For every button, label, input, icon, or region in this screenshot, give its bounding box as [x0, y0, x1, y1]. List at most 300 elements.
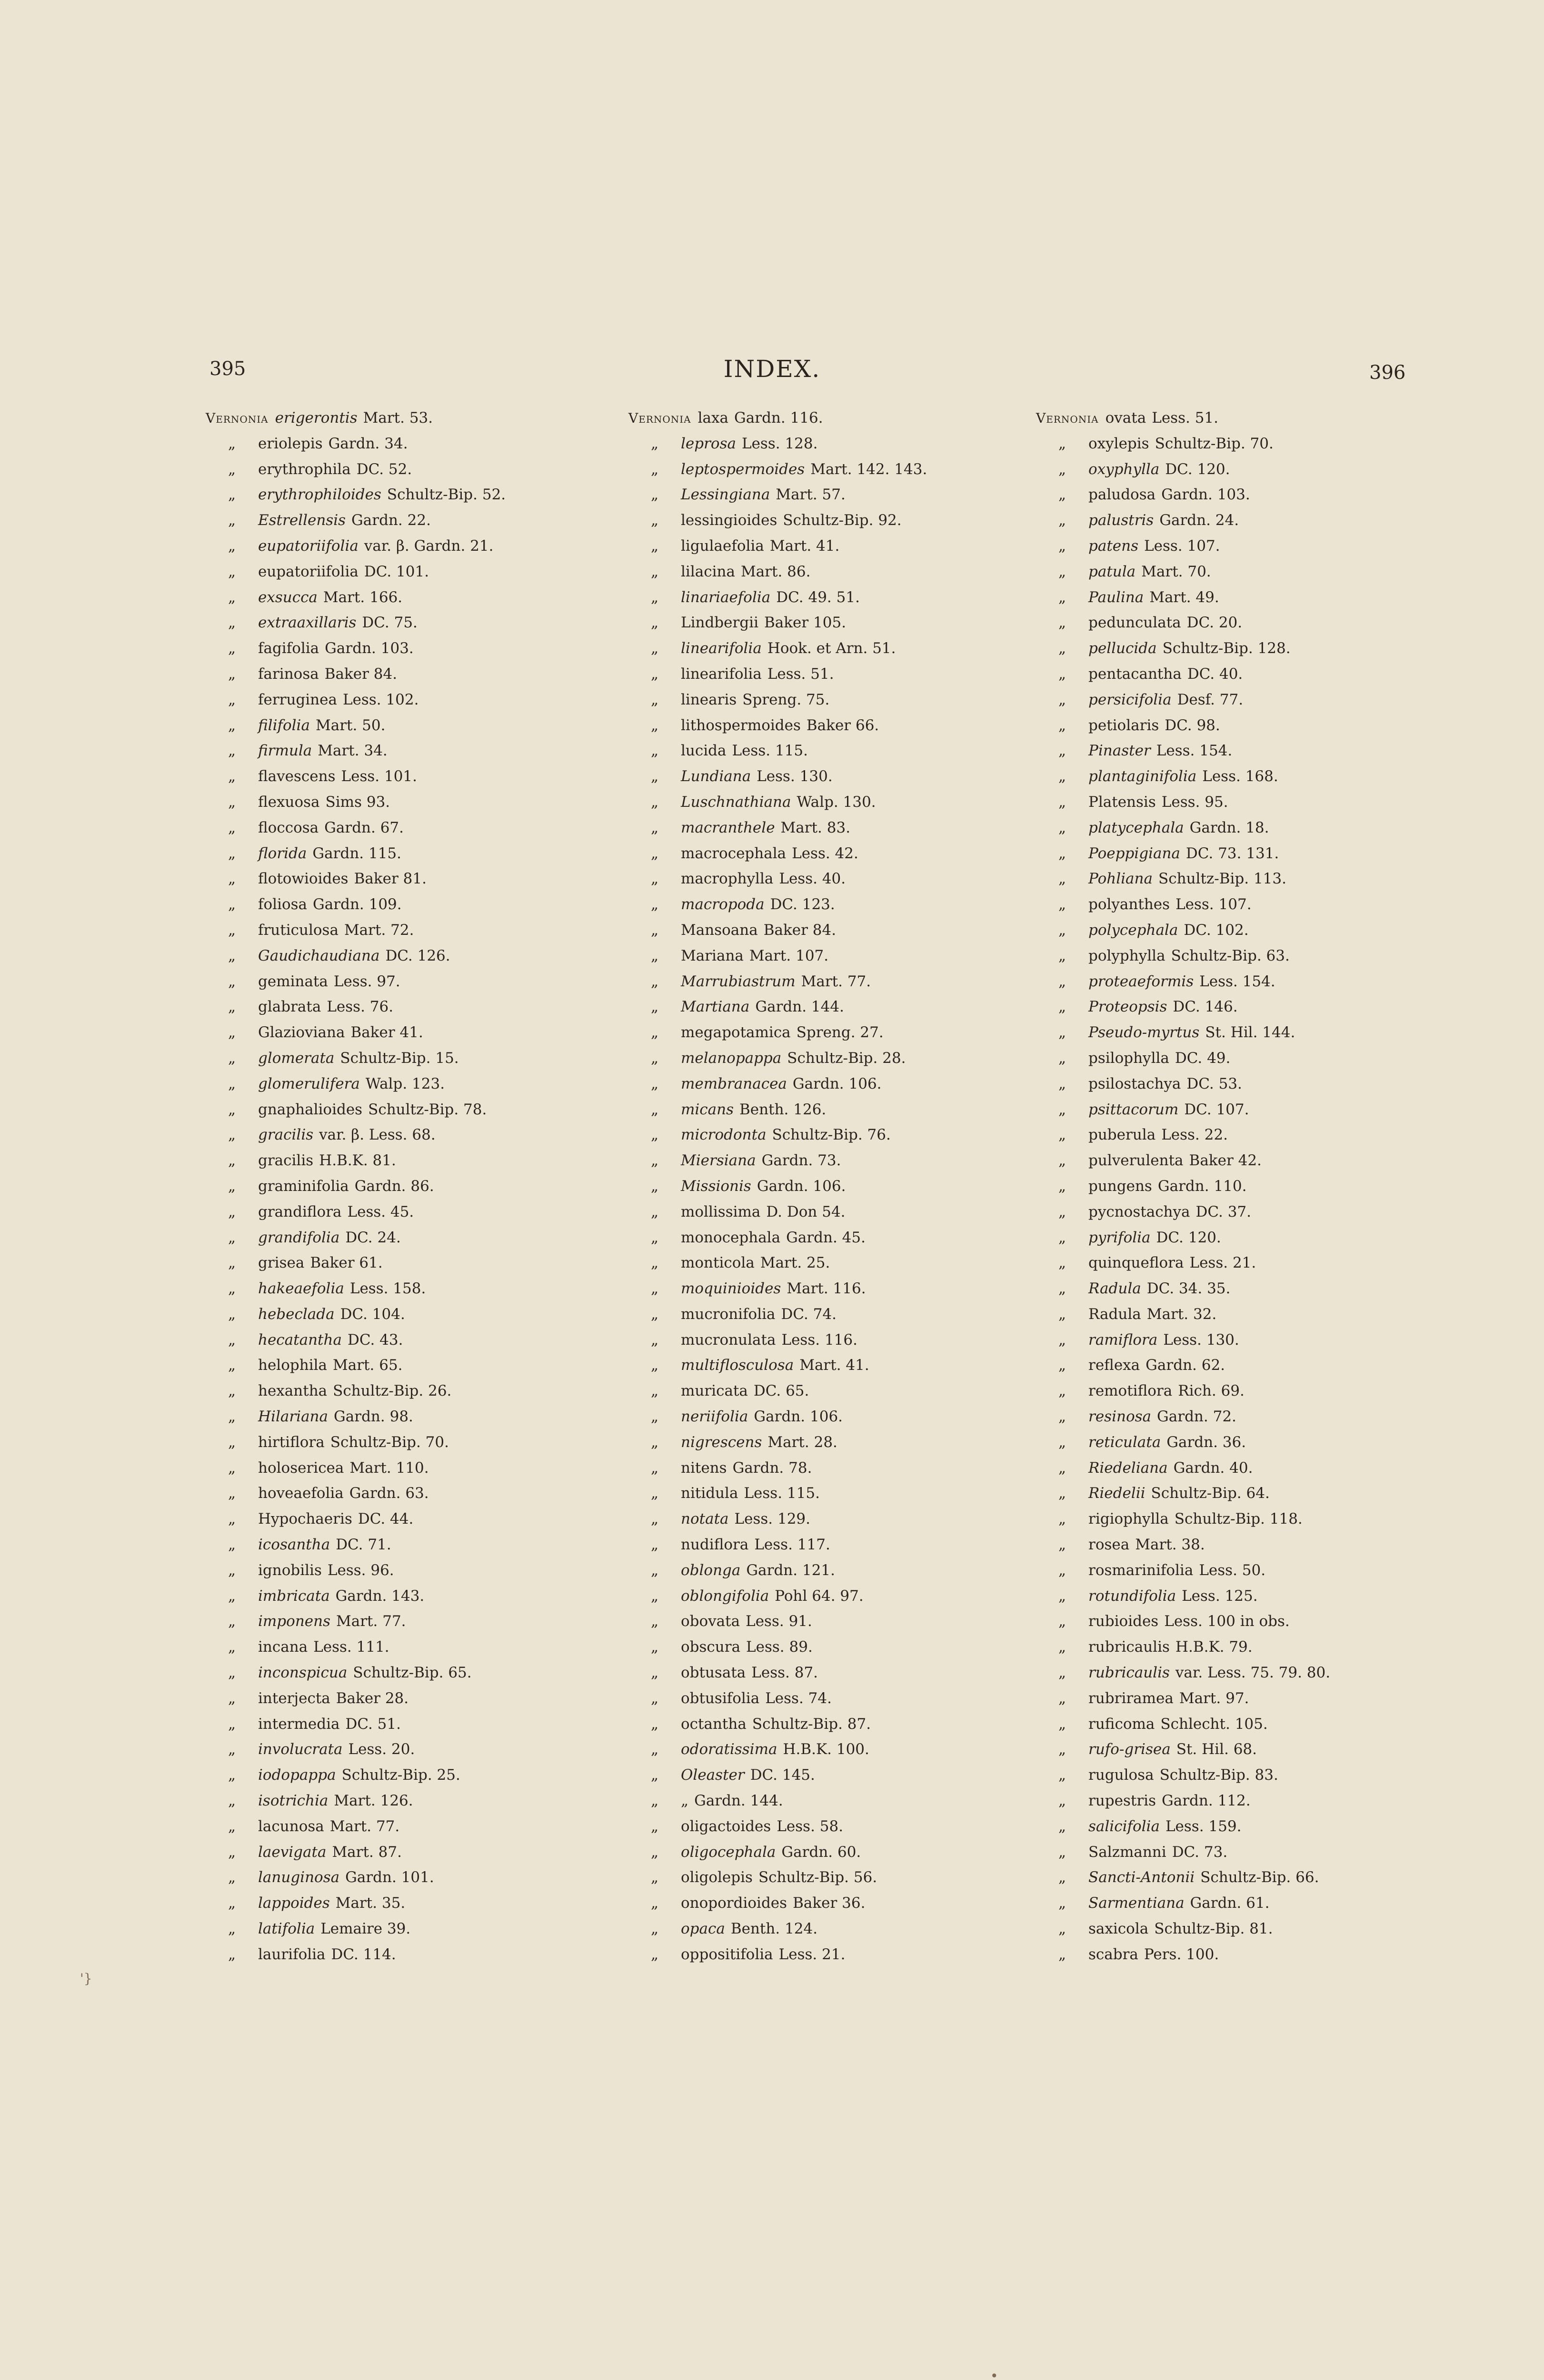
- species-name: helophila: [258, 1357, 328, 1374]
- ditto-mark: „: [1058, 1766, 1066, 1784]
- species-reference: DC. 123.: [770, 896, 835, 913]
- index-entry: [628, 1686, 1038, 1712]
- species-name: monticola: [681, 1254, 755, 1272]
- species-reference: Spreng. 27.: [796, 1024, 884, 1041]
- index-entry: [206, 1660, 615, 1686]
- ditto-mark: „: [228, 1203, 236, 1220]
- ditto-mark: „: [228, 1741, 236, 1758]
- species-reference: Pohl 64. 97.: [775, 1587, 864, 1605]
- ditto-mark: „: [650, 1715, 659, 1733]
- ditto-mark: „: [650, 1817, 659, 1835]
- species-name: Luschnathiana: [681, 793, 791, 811]
- species-name: graminifolia: [258, 1177, 349, 1195]
- index-entry: [628, 1609, 1038, 1635]
- species-reference: Mart. 25.: [760, 1254, 830, 1272]
- ditto-mark: „: [650, 1049, 659, 1067]
- ditto-mark: „: [650, 512, 659, 529]
- index-entry: [628, 482, 1038, 508]
- species-name: linearifolia: [681, 665, 762, 683]
- species-name: macranthele: [681, 819, 775, 836]
- index-entry: [1036, 866, 1445, 892]
- index-entry: [628, 1378, 1038, 1404]
- species-reference: Less. 89.: [746, 1638, 813, 1656]
- species-name: pentacantha: [1088, 665, 1182, 683]
- ditto-mark: „: [650, 1152, 659, 1170]
- species-reference: Desf. 77.: [1177, 691, 1244, 708]
- species-name: hoveaefolia: [258, 1485, 344, 1502]
- species-reference: Gardn. 144.: [694, 1792, 783, 1810]
- index-entry: [628, 1788, 1038, 1814]
- ditto-mark: „: [228, 1280, 236, 1298]
- species-name: intermedia: [258, 1715, 340, 1733]
- index-entry: [628, 1532, 1038, 1558]
- species-reference: Less. 130.: [757, 768, 833, 785]
- index-entry: [628, 1225, 1038, 1251]
- species-reference: Less. 76.: [327, 998, 394, 1016]
- species-reference: DC. 98.: [1165, 716, 1220, 734]
- species-name: hirtiflora: [258, 1433, 325, 1451]
- species-name: Miersiana: [681, 1152, 756, 1170]
- species-reference: Less. 128.: [741, 435, 818, 452]
- index-entry: [1036, 1353, 1445, 1378]
- species-reference: Less. 97.: [333, 972, 400, 990]
- index-entry: [206, 1686, 615, 1712]
- index-entry: [1036, 764, 1445, 790]
- index-entry: [628, 559, 1038, 585]
- index-entry: [1036, 457, 1445, 483]
- species-reference: DC. 43.: [347, 1331, 403, 1349]
- species-name: grandiflora: [258, 1203, 342, 1220]
- ditto-mark: „: [650, 819, 659, 836]
- species-reference: Benth. 126.: [739, 1101, 827, 1118]
- species-reference: Less. 96.: [327, 1561, 394, 1579]
- species-reference: Less. 51.: [1152, 409, 1218, 426]
- index-entry: [206, 1584, 615, 1609]
- ditto-mark: „: [228, 998, 236, 1016]
- species-reference: Rich. 69.: [1178, 1382, 1245, 1400]
- species-name: opaca: [681, 1920, 725, 1938]
- index-entry: [628, 918, 1038, 943]
- species-name: iodopappa: [258, 1766, 336, 1784]
- ditto-mark: „: [1058, 947, 1066, 964]
- ditto-mark: „: [650, 1177, 659, 1195]
- species-reference: Mart. 53.: [363, 409, 433, 426]
- index-entry: [1036, 585, 1445, 611]
- index-entry: [1036, 1558, 1445, 1584]
- index-entry: [628, 1430, 1038, 1456]
- index-entry: [206, 431, 615, 457]
- species-name: latifolia: [258, 1920, 315, 1938]
- species-name: geminata: [258, 972, 328, 990]
- species-reference: DC. 102.: [1184, 921, 1249, 939]
- species-name: ligulaefolia: [681, 537, 764, 555]
- index-entry: [206, 1865, 615, 1891]
- species-reference: Baker 84.: [324, 665, 398, 683]
- index-entry: [206, 662, 615, 687]
- index-entry: [1036, 815, 1445, 841]
- ditto-mark: „: [1058, 844, 1066, 862]
- species-name: eupatoriifolia: [258, 537, 359, 555]
- species-reference: Gardn. 62.: [1146, 1357, 1225, 1374]
- species-reference: Schultz-Bip. 26.: [333, 1382, 452, 1400]
- genus-label: Vernonia: [1036, 410, 1099, 426]
- species-reference: Schultz-Bip. 65.: [353, 1664, 472, 1682]
- ditto-mark: „: [1058, 460, 1066, 478]
- species-name: micans: [681, 1101, 734, 1118]
- index-entry: [628, 1916, 1038, 1942]
- index-entry: [1036, 1097, 1445, 1123]
- species-name: oligolepis: [681, 1869, 753, 1886]
- species-reference: Mart. 126.: [334, 1792, 413, 1810]
- index-entry: [206, 585, 615, 611]
- species-reference: Gardn. 144.: [755, 998, 844, 1016]
- species-reference: Less. 154.: [1156, 742, 1233, 760]
- species-reference: Schultz-Bip. 56.: [758, 1869, 877, 1886]
- species-reference: Schultz-Bip. 83.: [1159, 1766, 1278, 1784]
- species-reference: Less. 45.: [347, 1203, 414, 1220]
- ditto-mark: „: [650, 844, 659, 862]
- ditto-mark: „: [650, 1689, 659, 1707]
- species-name: Missionis: [681, 1177, 751, 1195]
- ditto-mark: „: [228, 614, 236, 632]
- species-name: imbricata: [258, 1587, 330, 1605]
- ditto-mark: „: [1058, 819, 1066, 836]
- ditto-mark: „: [650, 1741, 659, 1758]
- species-reference: DC. 24.: [345, 1229, 401, 1246]
- index-entry: [1036, 1532, 1445, 1558]
- species-reference: Mart. 77.: [336, 1613, 406, 1630]
- species-reference: Walp. 123.: [365, 1075, 445, 1092]
- species-name: Lundiana: [681, 768, 751, 785]
- species-reference: Baker 81.: [354, 870, 427, 888]
- species-name: Pohliana: [1088, 870, 1153, 888]
- species-name: mucronifolia: [681, 1305, 776, 1323]
- species-name: pycnostachya: [1088, 1203, 1190, 1220]
- index-entry: [628, 1046, 1038, 1071]
- species-name: petiolaris: [1088, 716, 1159, 734]
- ditto-mark: „: [650, 896, 659, 913]
- species-reference: Schultz-Bip. 63.: [1171, 947, 1290, 964]
- ditto-mark: „: [1058, 486, 1066, 504]
- ditto-mark: „: [1058, 1689, 1066, 1707]
- species-reference: Less. 102.: [342, 691, 419, 708]
- species-name: obovata: [681, 1613, 740, 1630]
- species-reference: Less. 116.: [781, 1331, 857, 1349]
- species-name: macrocephala: [681, 844, 787, 862]
- index-entry: [628, 1507, 1038, 1532]
- ditto-mark: „: [650, 1382, 659, 1400]
- species-reference: Less. 20.: [348, 1741, 415, 1758]
- ditto-mark: „: [1058, 793, 1066, 811]
- ditto-mark: „: [228, 1382, 236, 1400]
- index-entry: [206, 1225, 615, 1251]
- index-entry: [1036, 1712, 1445, 1737]
- ditto-mark: „: [650, 537, 659, 555]
- ditto-mark: „: [1058, 1587, 1066, 1605]
- index-entry: [206, 1942, 615, 1968]
- ditto-mark: „: [1058, 768, 1066, 785]
- index-entry: [628, 1020, 1038, 1046]
- ditto-mark: „: [1058, 1485, 1066, 1502]
- species-reference: Gardn. 103.: [1161, 486, 1250, 504]
- index-entry: [1036, 1865, 1445, 1891]
- species-reference: Gardn. 24.: [1159, 512, 1239, 529]
- index-entry: [628, 1122, 1038, 1148]
- index-entry: [206, 1020, 615, 1046]
- index-entry: [1036, 1276, 1445, 1302]
- species-reference: Mart. 41.: [769, 537, 840, 555]
- species-reference: Schultz-Bip. 118.: [1174, 1510, 1303, 1528]
- ditto-mark: „: [650, 870, 659, 888]
- species-reference: Schultz-Bip. 113.: [1158, 870, 1286, 888]
- species-reference: DC. 145.: [750, 1766, 815, 1784]
- ditto-mark: „: [1058, 1715, 1066, 1733]
- ditto-mark: „: [228, 640, 236, 657]
- species-reference: Mart. 35.: [335, 1894, 406, 1912]
- index-entry: [206, 1302, 615, 1328]
- index-entry: [628, 790, 1038, 815]
- species-name: rupestris: [1088, 1792, 1156, 1810]
- index-entry: [206, 1353, 615, 1378]
- species-reference: Less. 100 in obs.: [1164, 1613, 1290, 1630]
- index-entry: [206, 969, 615, 995]
- species-name: palustris: [1088, 512, 1154, 529]
- index-entry: [628, 764, 1038, 790]
- species-name: quinqueflora: [1088, 1254, 1184, 1272]
- index-entry: [1036, 943, 1445, 969]
- index-entry: [1036, 1328, 1445, 1353]
- species-name: linearifolia: [681, 640, 762, 657]
- ditto-mark: „: [650, 742, 659, 760]
- species-name: linariaefolia: [681, 588, 771, 606]
- species-name: erythrophiloides: [258, 486, 381, 504]
- ditto-mark: „: [650, 1203, 659, 1220]
- species-name: lacunosa: [258, 1817, 324, 1835]
- ditto-mark: „: [650, 486, 659, 504]
- ditto-mark: „: [1058, 640, 1066, 657]
- species-reference: Less. 50.: [1199, 1561, 1266, 1579]
- species-name: megapotamica: [681, 1024, 791, 1041]
- ditto-mark: „: [1058, 1510, 1066, 1528]
- species-name: farinosa: [258, 665, 319, 683]
- ditto-mark: „: [1058, 896, 1066, 913]
- ditto-mark: „: [650, 793, 659, 811]
- species-reference: DC. 120.: [1165, 460, 1230, 478]
- species-name: leprosa: [681, 435, 736, 452]
- ditto-mark: „: [650, 665, 659, 683]
- species-reference: Mart. 34.: [318, 742, 388, 760]
- species-reference: Less. 125.: [1182, 1587, 1258, 1605]
- index-entry: [628, 1942, 1038, 1968]
- species-reference: Gardn. 101.: [345, 1869, 434, 1886]
- species-name: muricata: [681, 1382, 748, 1400]
- index-entry: [628, 585, 1038, 611]
- species-reference: Gardn. 98.: [334, 1408, 413, 1426]
- index-entry: [628, 1635, 1038, 1660]
- index-entry: [206, 918, 615, 943]
- index-entry: [1036, 1404, 1445, 1430]
- species-reference: Schultz-Bip. 81.: [1154, 1920, 1273, 1938]
- ditto-mark: „: [1058, 972, 1066, 990]
- species-reference: Less. 58.: [777, 1817, 844, 1835]
- species-reference: Gardn. 106.: [792, 1075, 882, 1092]
- species-name: patens: [1088, 537, 1139, 555]
- species-reference: Mart. 166.: [323, 588, 403, 606]
- ditto-mark: „: [1058, 742, 1066, 760]
- species-reference: DC. 74.: [781, 1305, 837, 1323]
- species-reference: Less. 21.: [1189, 1254, 1256, 1272]
- ditto-mark: „: [228, 947, 236, 964]
- species-name: polycephala: [1088, 921, 1178, 939]
- species-reference: Mart. 50.: [315, 716, 386, 734]
- ditto-mark: „: [228, 1843, 236, 1861]
- ditto-mark: „: [228, 1254, 236, 1272]
- index-entry: [1036, 636, 1445, 662]
- species-name: glomerata: [258, 1049, 335, 1067]
- index-entry: [628, 1148, 1038, 1174]
- species-name: fruticulosa: [258, 921, 339, 939]
- species-reference: Mart. 77.: [329, 1817, 400, 1835]
- ditto-mark: „: [228, 435, 236, 452]
- species-reference: Less. 117.: [754, 1536, 830, 1554]
- ditto-mark: „: [1058, 1561, 1066, 1579]
- index-entry: [628, 1276, 1038, 1302]
- species-reference: Mart. 28.: [767, 1433, 837, 1451]
- species-name: psilostachya: [1088, 1075, 1181, 1092]
- species-reference: Gardn. 106.: [754, 1408, 843, 1426]
- species-reference: DC. 114.: [331, 1945, 396, 1963]
- species-name: obtusifolia: [681, 1689, 760, 1707]
- species-name: Sarmentiana: [1088, 1894, 1185, 1912]
- index-entry: [628, 1456, 1038, 1481]
- ditto-mark: „: [228, 1920, 236, 1938]
- species-reference: Schultz-Bip. 70.: [1155, 435, 1274, 452]
- index-entry: [1036, 713, 1445, 739]
- species-reference: Less. 130.: [1163, 1331, 1239, 1349]
- species-name: lithospermoides: [681, 716, 801, 734]
- ditto-mark: „: [1058, 1049, 1066, 1067]
- index-entry: [628, 1763, 1038, 1788]
- ditto-mark: „: [228, 768, 236, 785]
- species-reference: DC. 71.: [336, 1536, 391, 1554]
- species-name: ferruginea: [258, 691, 337, 708]
- species-name: proteaeformis: [1088, 972, 1194, 990]
- species-reference: DC. 40.: [1187, 665, 1243, 683]
- index-entry: [206, 508, 615, 534]
- species-name: rugulosa: [1088, 1766, 1154, 1784]
- species-reference: Walp. 130.: [797, 793, 876, 811]
- index-entry: [628, 841, 1038, 867]
- index-entry: [628, 1250, 1038, 1276]
- species-name: oxyphylla: [1088, 460, 1160, 478]
- ditto-mark: „: [228, 1587, 236, 1605]
- species-name: laurifolia: [258, 1945, 326, 1963]
- species-reference: DC. 49.: [1175, 1049, 1231, 1067]
- index-entry: [1036, 1148, 1445, 1174]
- index-entry: [1036, 1200, 1445, 1225]
- ditto-mark: „: [650, 921, 659, 939]
- species-reference: DC. 107.: [1184, 1101, 1249, 1118]
- species-name: linearis: [681, 691, 737, 708]
- margin-mark: '}: [80, 1971, 92, 1986]
- ditto-mark: „: [650, 1613, 659, 1630]
- index-entry: [628, 1712, 1038, 1737]
- species-name: exsucca: [258, 588, 318, 606]
- species-reference: DC. 104.: [340, 1305, 405, 1323]
- species-reference: Baker 61.: [310, 1254, 383, 1272]
- species-reference: Mart. 87.: [332, 1843, 402, 1861]
- species-reference: D. Don 54.: [766, 1203, 846, 1220]
- index-entry: [1036, 1481, 1445, 1507]
- index-entry: [628, 738, 1038, 764]
- species-reference: Mart. 32.: [1146, 1305, 1217, 1323]
- species-name: oxylepis: [1088, 435, 1149, 452]
- index-entry: [1036, 1507, 1445, 1532]
- species-reference: Gardn. 143.: [335, 1587, 425, 1605]
- ditto-mark: „: [228, 512, 236, 529]
- species-reference: DC. 120.: [1156, 1229, 1221, 1246]
- ditto-mark: „: [228, 1433, 236, 1451]
- species-reference: Spreng. 75.: [742, 691, 830, 708]
- index-entry: [628, 1481, 1038, 1507]
- ditto-mark: „: [1058, 716, 1066, 734]
- ditto-mark: „: [1058, 1408, 1066, 1426]
- species-reference: Schultz-Bip. 70.: [330, 1433, 449, 1451]
- species-reference: Schultz-Bip. 128.: [1162, 640, 1291, 657]
- species-name: flexuosa: [258, 793, 320, 811]
- species-name: membranacea: [681, 1075, 787, 1092]
- species-name: moquinioides: [681, 1280, 781, 1298]
- ditto-mark: „: [228, 1715, 236, 1733]
- species-name: rubricaulis: [1088, 1664, 1170, 1682]
- index-entry: [206, 1891, 615, 1916]
- index-entry: [1036, 662, 1445, 687]
- species-reference: Less. 101.: [341, 768, 417, 785]
- species-name: nigrescens: [681, 1433, 762, 1451]
- ditto-mark: „: [650, 691, 659, 708]
- species-name: Pinaster: [1088, 742, 1151, 760]
- species-name: macrophylla: [681, 870, 774, 888]
- species-name: florida: [258, 844, 307, 862]
- index-entry: [628, 1558, 1038, 1584]
- species-name: polyphylla: [1088, 947, 1165, 964]
- ditto-mark: „: [1058, 1869, 1066, 1886]
- species-name: microdonta: [681, 1126, 767, 1144]
- index-entry: [206, 1481, 615, 1507]
- index-entry: [206, 687, 615, 713]
- index-entry: [628, 1660, 1038, 1686]
- species-name: reticulata: [1088, 1433, 1161, 1451]
- ditto-mark: „: [1058, 998, 1066, 1016]
- species-reference: Baker 42.: [1189, 1152, 1262, 1170]
- ditto-mark: „: [650, 563, 659, 580]
- species-name: gracilis: [258, 1152, 314, 1170]
- species-reference: DC. 44.: [358, 1510, 414, 1528]
- species-name: gnaphalioides: [258, 1101, 363, 1118]
- species-name: fagifolia: [258, 640, 319, 657]
- species-name: grandifolia: [258, 1229, 340, 1246]
- index-entry: [628, 1737, 1038, 1763]
- species-name: Marrubiastrum: [681, 972, 796, 990]
- species-name: Glazioviana: [258, 1024, 345, 1041]
- index-entry: [206, 457, 615, 483]
- ditto-mark: „: [228, 665, 236, 683]
- ditto-mark: „: [228, 1485, 236, 1502]
- ditto-mark: „: [650, 1254, 659, 1272]
- species-name: plantaginifolia: [1088, 768, 1197, 785]
- species-name: isotrichia: [258, 1792, 329, 1810]
- species-reference: Schultz-Bip. 78.: [368, 1101, 487, 1118]
